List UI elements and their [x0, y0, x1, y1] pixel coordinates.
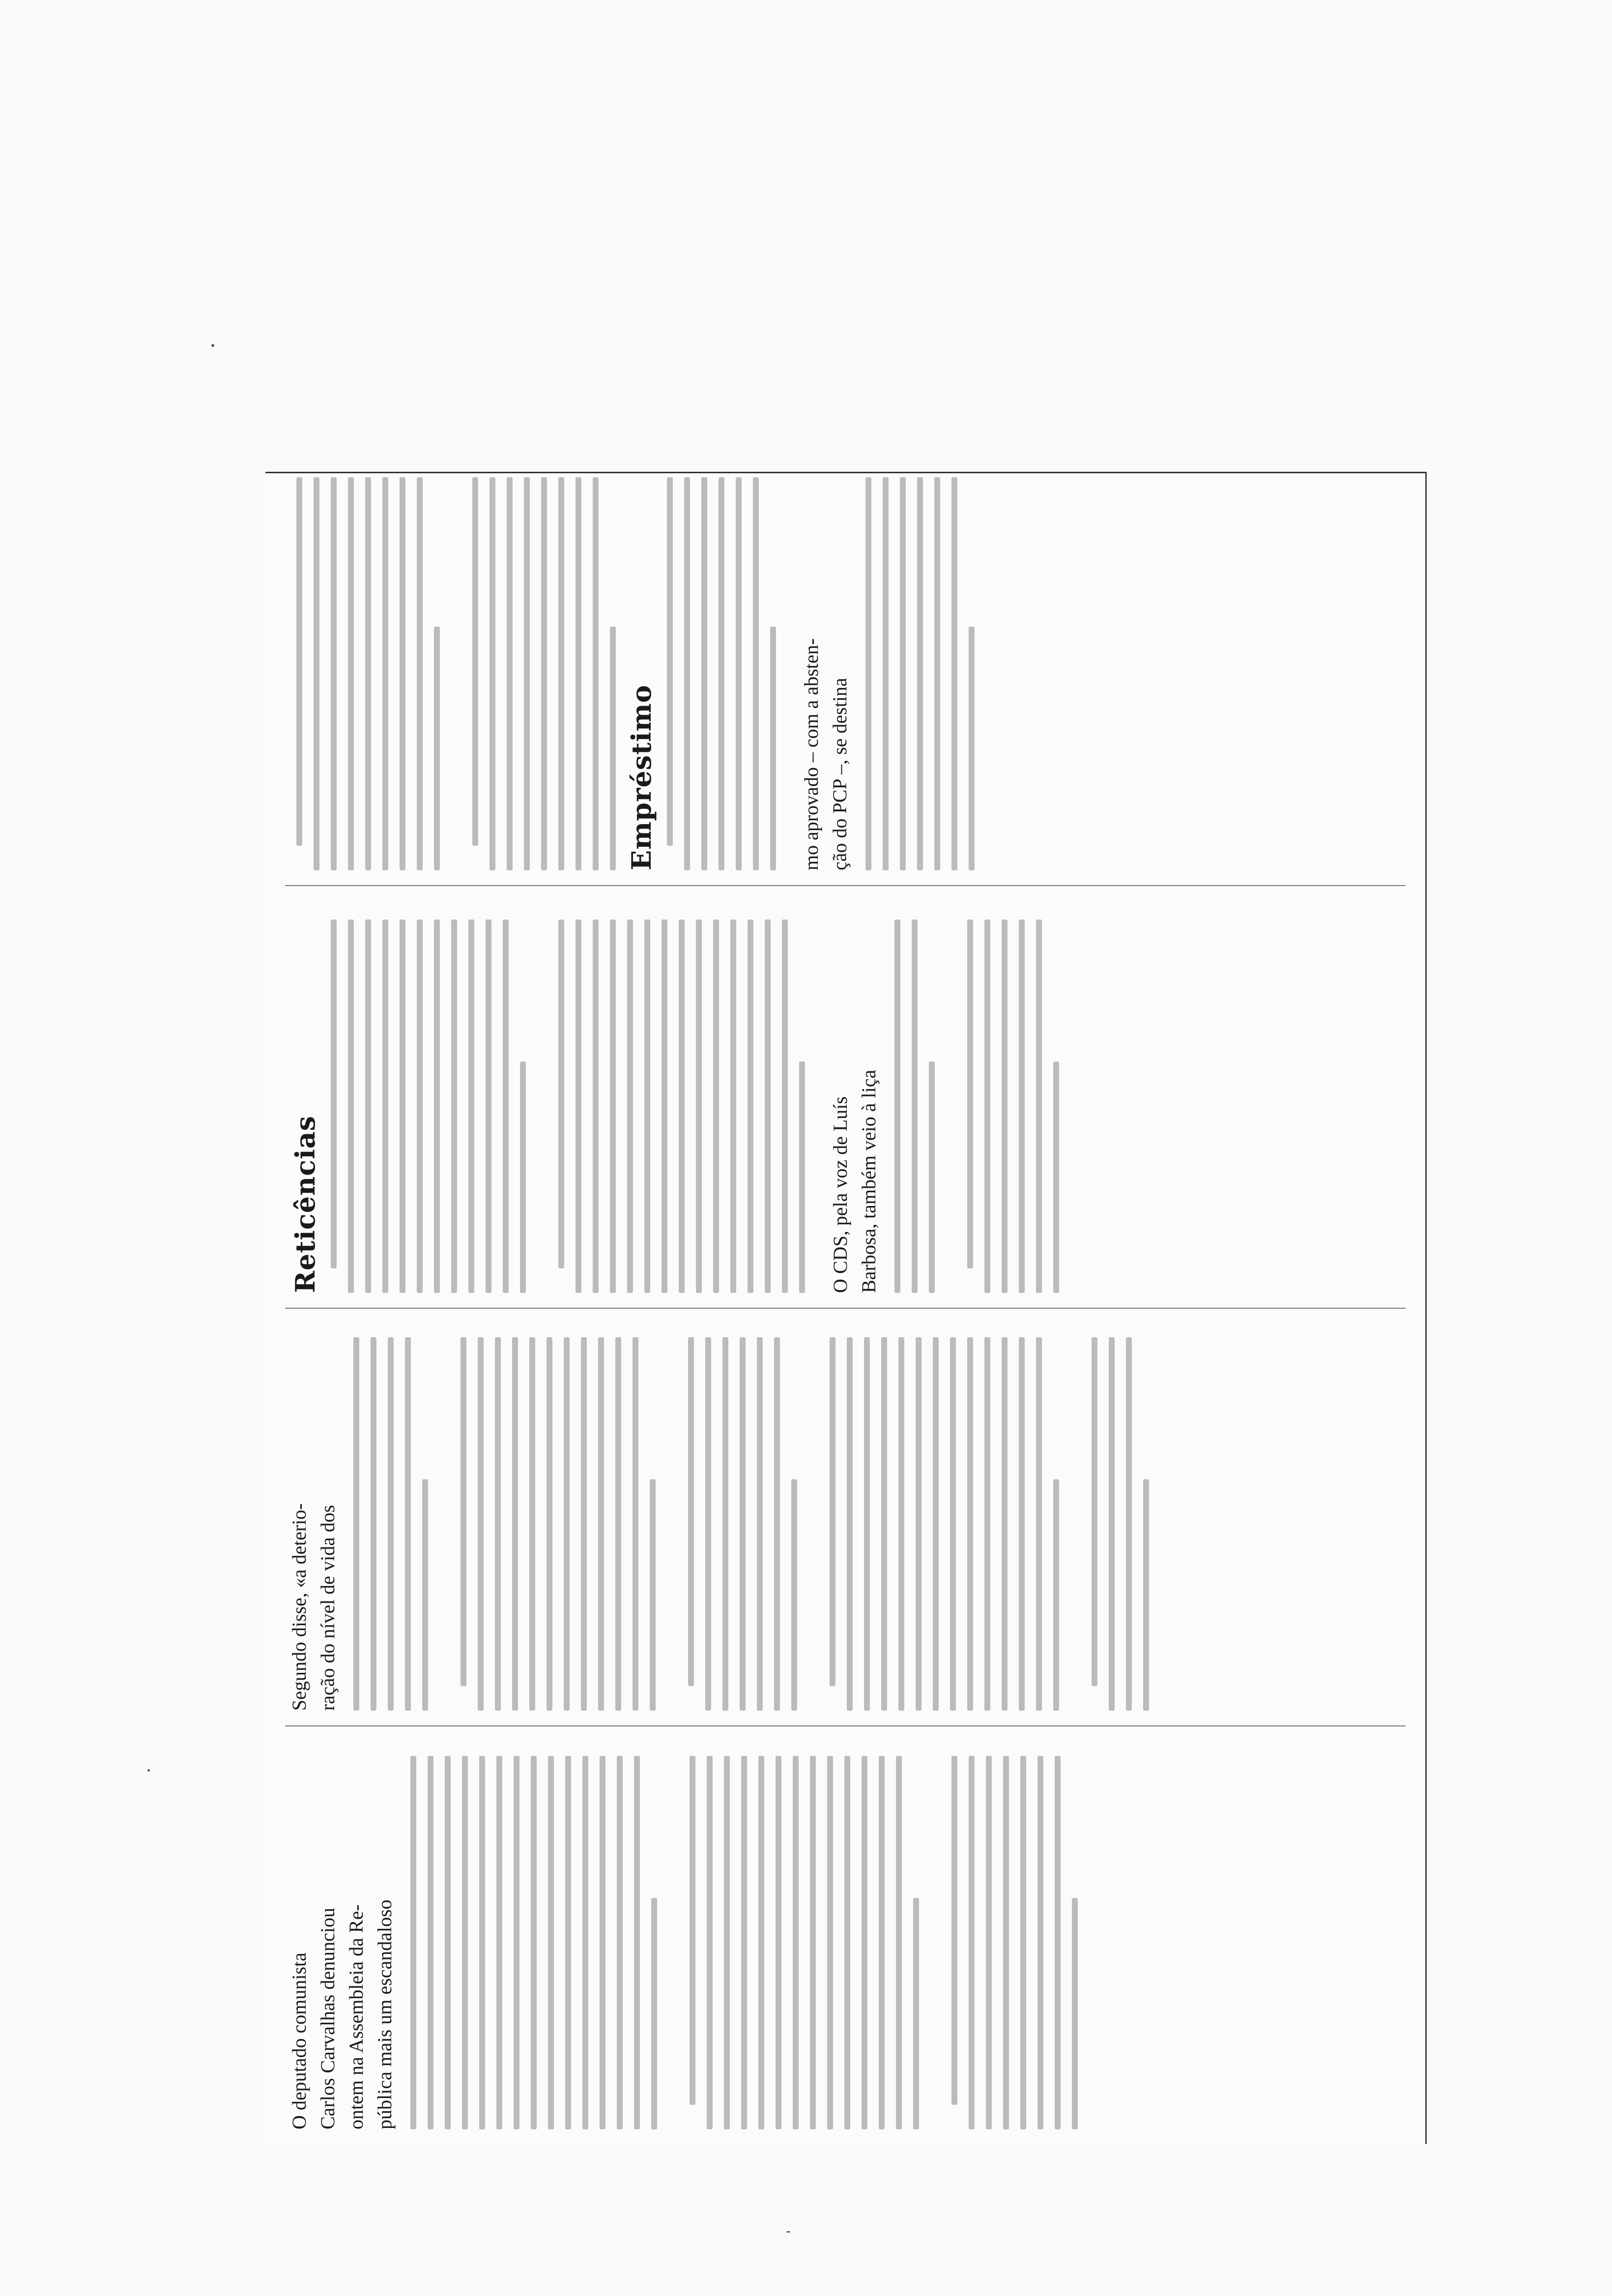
subheading-reticencias: Reticências: [289, 1116, 321, 1293]
column-2-line-1: Segundo disse, «a deterio-: [288, 1503, 310, 1711]
column-2-line-2: ração do nível de vida dos: [317, 1505, 339, 1711]
column-2-illegible-text: [353, 1337, 1149, 1711]
article-column-2: [285, 1337, 1406, 1726]
newspaper-clipping: [265, 472, 1427, 2144]
column-1-line-3: ontem na Assembleia da Re-: [345, 1904, 367, 2129]
subheading-emprestimo: Empréstimo: [626, 685, 657, 870]
column-3-illegible-text-bottom: [894, 919, 1059, 1293]
rotated-article-page: [265, 473, 1425, 2144]
column-1-line-1: O deputado comunista: [288, 1952, 310, 2129]
article-column-3: [285, 919, 1406, 1309]
column-4-illegible-text-mid: [667, 477, 776, 870]
article-column-1: [285, 1756, 1406, 2129]
article-column-4: [285, 477, 1406, 886]
column-1-illegible-text: [410, 1756, 1078, 2129]
column-4-line-2: ção do PCP –, se destina: [829, 678, 851, 870]
column-3-illegible-text-top: [331, 919, 805, 1293]
column-4-illegible-text-top: [296, 477, 616, 870]
column-1-line-2: Carlos Carvalhas denunciou: [317, 1908, 339, 2129]
column-3-line-1: O CDS, pela voz de Luís: [829, 1096, 851, 1293]
column-1-line-4: pública mais um escandaloso: [374, 1899, 396, 2129]
column-3-line-2: Barbosa, também veio à liça: [858, 1069, 880, 1293]
column-4-illegible-text-bottom: [865, 477, 975, 870]
column-4-line-1: mo aprovado – com a absten-: [800, 638, 822, 870]
